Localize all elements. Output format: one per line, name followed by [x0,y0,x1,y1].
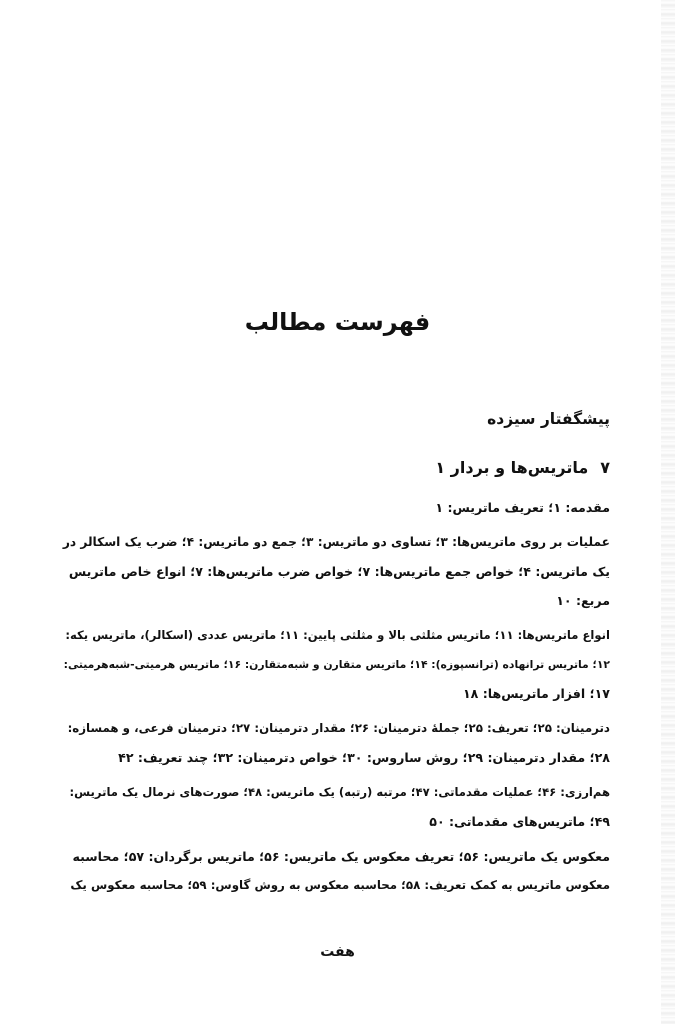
chapter-number: ۷ [600,458,610,477]
page-title: فهرست مطالب [244,308,431,336]
toc-line: هم‌ارزی: ۴۶؛ عملیات مقدماتی: ۴۷؛ مرتبه (رتبه) یک ماتریس: ۴۸؛ صورت‌های نرمال یک ماتریس: [69,785,610,799]
toc-line: ۱۷؛ افزار ماتریس‌ها: ۱۸ [462,686,610,701]
preface-entry: پیشگفتار سیزده [487,410,610,428]
toc-line: انواع ماتریس‌ها: ۱۱؛ ماتریس مثلثی بالا و مثلثی پایین: ۱۱؛ ماتریس عددی (اسکالر)، ماتریس یکه: [65,628,610,642]
page-edge [661,0,675,1024]
toc-line: مربع: ۱۰ [556,593,610,608]
toc-line: ۴۹؛ ماتریس‌های مقدماتی: ۵۰ [429,814,610,829]
toc-line: ۱۲؛ ماتریس ترانهاده (ترانسپوزه): ۱۴؛ ماتریس متقارن و شبه‌متقارن: ۱۶؛ ماتریس هرمیتی-شبه‌هرمیتی: [63,658,610,671]
toc-entry [62,528,610,615]
toc-entry [62,714,610,772]
toc-line: عملیات بر روی ماتریس‌ها: ۳؛ تساوی دو ماتریس: ۳؛ جمع دو ماتریس: ۴؛ ضرب یک اسکالر در [62,535,610,549]
chapter-heading [62,458,610,477]
toc-line: معکوس ماتریس به کمک تعریف: ۵۸؛ محاسبه معکوس به روش گاوس: ۵۹؛ محاسبه معکوس یک [70,878,610,892]
toc-line: معکوس یک ماتریس: ۵۶؛ تعریف معکوس یک ماتریس: ۵۶؛ ماتریس برگردان: ۵۷؛ محاسبه [72,849,610,864]
toc-line: یک ماتریس: ۴؛ خواص جمع ماتریس‌ها: ۷؛ خواص ضرب ماتریس‌ها: ۷؛ انواع خاص ماتریس [68,564,610,579]
toc-line: مقدمه: ۱؛ تعریف ماتریس: ۱ [435,500,610,515]
toc-line: دترمینان: ۲۵؛ تعریف: ۲۵؛ جملهٔ دترمینان: ۲۶؛ مقدار دترمینان: ۲۷؛ دترمینان فرعی، و همسازه: [67,721,610,735]
page-number: هفت [320,944,355,960]
chapter-title: ماتریس‌ها و بردار ۱ [435,458,589,477]
toc-line: ۲۸؛ مقدار دترمینان: ۲۹؛ روش ساروس: ۳۰؛ خواص دترمینان: ۳۲؛ چند تعریف: ۴۲ [118,750,610,765]
toc-entry [62,778,610,836]
toc-entry [62,621,610,708]
toc-entry [62,842,610,900]
toc-entry [62,493,610,522]
toc-content [62,410,610,906]
